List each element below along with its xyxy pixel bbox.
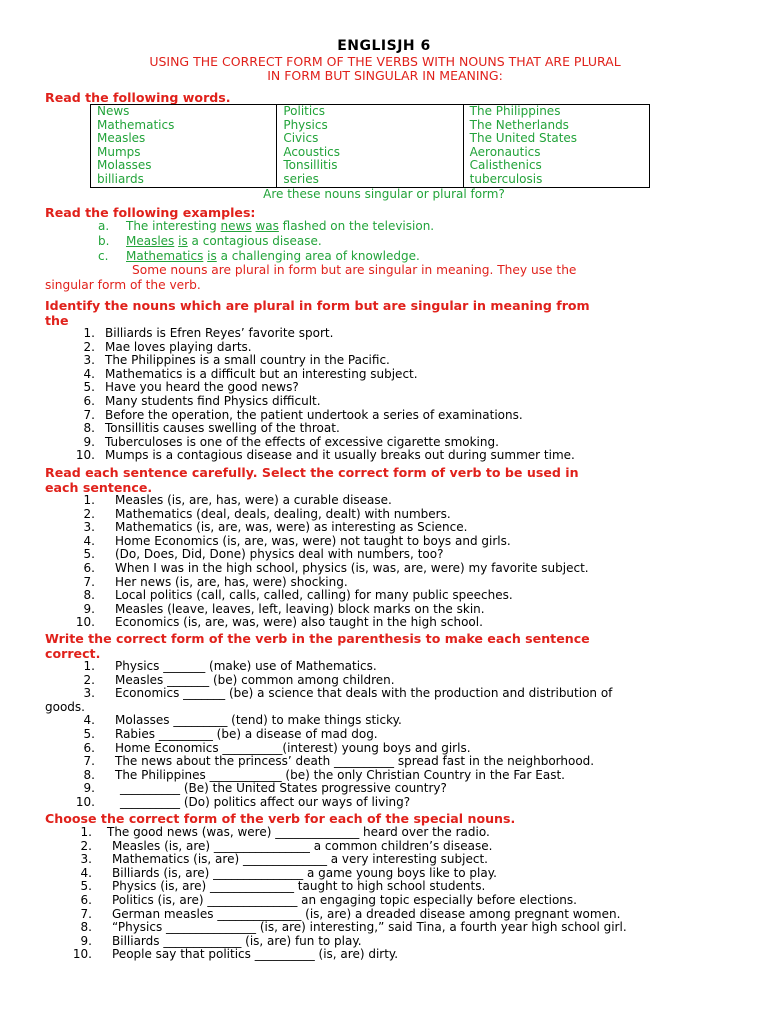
item-text: Measles (is, are) ________________ a common children’s disease. [112, 838, 493, 853]
example-c [98, 249, 420, 264]
example-a [98, 219, 434, 234]
choose-heading: Choose the correct form of the verb for each of the special nouns. [45, 811, 516, 826]
item-text: The news about the princess’ death __________ spread fast in the neighborhood. [115, 754, 595, 769]
rule-note [45, 263, 705, 293]
item-text: The Philippines ____________ (be) the only Christian Country in the Far East. [115, 767, 565, 782]
identify-heading [45, 298, 725, 328]
write-heading [45, 631, 725, 661]
heading-line: the [45, 313, 69, 328]
heading-line: Identify the nouns which are plural in form but are singular in meaning from [45, 298, 590, 313]
item-text: Mathematics (is, are, was, were) as interesting as Science. [115, 520, 468, 535]
item-text: Economics _______ (be) a science that deals with the production and distribution of [115, 686, 613, 701]
heading-line: each sentence. [45, 480, 153, 495]
heading-line: correct. [45, 646, 101, 661]
words-column [277, 105, 463, 188]
subtitle-line: USING THE CORRECT FORM OF THE VERBS WITH NOUNS THAT ARE PLURAL [149, 54, 621, 69]
word-cell: Acoustics [283, 144, 341, 159]
word-cell: Civics [283, 131, 319, 146]
item-text: Mumps is a contagious disease and it usually breaks out during summer time. [105, 448, 575, 463]
item-text: The good news (was, were) ______________ heard over the radio. [107, 825, 490, 839]
item-text: Economics (is, are, was, were) also taught in the high school. [115, 615, 483, 630]
item-text: Measles (is, are, has, were) a curable disease. [115, 493, 392, 507]
subtitle-line: IN FORM BUT SINGULAR IN MEANING: [267, 68, 503, 83]
word-cell: Tonsillitis [283, 158, 338, 173]
heading-line: Read each sentence carefully. Select the correct form of verb to be used in [45, 465, 579, 480]
item-text: Tuberculoses is one of the effects of excessive cigarette smoking. [105, 434, 499, 449]
item-text: Home Economics __________(interest) young boys and girls. [115, 740, 471, 755]
word-cell: Politics [283, 104, 326, 118]
word-cell: Mathematics [97, 117, 175, 132]
item-text: German measles ______________ (is, are) a dreaded disease among pregnant women. [112, 906, 621, 921]
item-text: Politics (is, are) _______________ an engaging topic especially before elections. [112, 892, 577, 907]
item-text: Before the operation, the patient undertook a series of examinations. [105, 407, 523, 422]
item-text: Mathematics (deal, deals, dealing, dealt) with numbers. [115, 506, 451, 521]
word-cell: The Philippines [469, 104, 561, 118]
item-text: People say that politics __________ (is, are) dirty. [112, 947, 399, 962]
example-label: c. [98, 249, 109, 263]
item-text: Measles _______ (be) common among children. [115, 672, 395, 687]
example-text: The interesting [126, 219, 221, 233]
words-column [463, 105, 649, 188]
word-cell: News [97, 104, 130, 118]
word-cell: The United States [469, 131, 578, 146]
item-text: Many students find Physics difficult. [105, 393, 321, 408]
word-cell: Molasses [97, 158, 152, 173]
example-label: b. [98, 234, 110, 248]
word-cell: Measles [97, 131, 146, 146]
item-text: Local politics (call, calls, called, calling) for many public speeches. [115, 588, 513, 603]
example-noun: Measles [126, 234, 175, 248]
item-text: Measles (leave, leaves, left, leaving) block marks on the skin. [115, 601, 485, 616]
item-text: (Do, Does, Did, Done) physics deal with numbers, too? [115, 547, 444, 562]
select-heading [45, 465, 725, 495]
note-line: singular form of the verb. [45, 278, 201, 292]
example-text: a contagious disease. [187, 234, 322, 248]
item-text: Molasses _________ (tend) to make things sticky. [115, 713, 402, 728]
read-words-heading: Read the following words. [45, 90, 231, 105]
item-text: Billiards is Efren Reyes’ favorite sport. [105, 326, 334, 340]
worksheet-page: ENGLISJH 6 USING THE CORRECT FORM OF THE VERBS WITH NOUNS THAT ARE PLURAL IN FORM BUT SINGULAR IN MEANING: Read the following words. News Mathematics Measles Mumps Molasses billiards Politics Physics Civics Acoustics Tonsillitis series The Philippines The Netherlands The United States Aeronautics Calisthenics tuberculosis Are these nouns singular or plural form? Read the following examples: a. The interesting news was flashed on the television. b. Measles is a contagious disease. c. Mathematics is a challenging area of knowledge. Some nouns are plural in form but are singular in meaning. They use the singular form of the verb. Identify the nouns which are plural in form but are singular in meaning from the 1. Billiards is Efren Reyes’ favorite sport. 2. Mae loves playing darts. 3. The Philippines is a small country in the Pacific. 4. Mathematics is a difficult but an interesting subject. 5. Have you heard the good news? 6. Many students find Physics difficult. 7. Before the operation, the patient undertook a series of examinations. 8. Tonsillitis causes swelling of the throat. 9. Tuberculoses is one of the effects of excessive cigarette smoking. 10. Mumps is a contagious disease and it usually breaks out during summer time. Read each sentence carefully. Select the correct form of verb to be used in each sentence. 1. Measles (is, are, has, were) a curable disease. 2. Mathematics (deal, deals, dealing, dealt) with numbers. 3. Mathematics (is, are, was, were) as interesting as Science. 4. Home Economics (is, are, was, were) not taught to boys and girls. 5. (Do, Does, Did, Done) physics deal with numbers, too? 6. When I was in the high school, physics (is, was, are, were) my favorite subject. 7. Her news (is, are, has, were) shocking. 8. Local politics (call, calls, called, calling) for many public speeches. 9. Measles (leave, leaves, left, leaving) block marks on the skin. 10. Economics (is, are, was, were) also taught in the high school. Write the correct form of the verb in the parenthesis to make each sentence correct. 1. Physics _______ (make) use of Mathematics. 2. Measles _______ (be) common among children. 3. Economics _______ (be) a science that deals with the production and distribution of goods. 4. Molasses _________ (tend) to make things sticky. 5. Rabies _________ (be) a disease of mad dog. 6. Home Economics __________(interest) young boys and girls. 7. The news about the princess’ death __________ spread fast in the neighborhood. 8. The Philippines ____________ (be) the only Christian Country in the Far East. 9. __________ (Be) the United States progressive country? 10. __________ (Do) politics affect our ways of living? Choose the correct form of the verb for each of the special nouns. 1. The good news (was, were) ______________ heard over the radio. 2. Measles (is, are) ________________ a common children’s disease. 3. Mathematics (is, are) ______________ a very interesting subject. 4. Billiards (is, are) _______________ a game young boys like to play. 5. Physics (is, are) ______________ taught to high school students. 6. Politics (is, are) _______________ an engaging topic especially before elections. 7. German measles ______________ (is, are) a dreaded disease among pregnant women. 8. “Physics _______________ (is, are) interesting,” said Tina, a fourth year high school girl. 9. Billiards _____________ (is, are) fun to play. 10. People say that politics __________ (is, are) dirty. [0, 0, 768, 1024]
word-cell: Aeronautics [469, 144, 541, 159]
heading-line: Write the correct form of the verb in the parenthesis to make each sentence [45, 631, 590, 646]
table-row [91, 105, 650, 188]
item-text: Home Economics (is, are, was, were) not taught to boys and girls. [115, 533, 511, 548]
item-text: Billiards (is, are) _______________ a game young boys like to play. [112, 865, 497, 880]
word-cell: billiards [97, 171, 144, 186]
item-text: Physics _______ (make) use of Mathematics. [115, 659, 377, 673]
example-b [98, 234, 322, 249]
word-cell: tuberculosis [469, 171, 543, 186]
item-text: Her news (is, are, has, were) shocking. [115, 574, 348, 589]
item-text: __________ (Do) politics affect our ways of living? [120, 794, 411, 809]
example-text: flashed on the television. [278, 219, 435, 233]
word-cell: Mumps [97, 144, 141, 159]
item-text: Mathematics is a difficult but an interesting subject. [105, 366, 418, 381]
word-cell: Calisthenics [469, 158, 542, 173]
item-text: goods. [45, 699, 85, 714]
page-title: ENGLISJH 6 [337, 38, 431, 54]
word-cell: The Netherlands [469, 117, 569, 132]
item-text: The Philippines is a small country in the Pacific. [105, 353, 390, 368]
example-label: a. [98, 219, 110, 233]
item-text: Mae loves playing darts. [105, 339, 252, 354]
word-cell: series [283, 171, 319, 186]
item-text: Billiards _____________ (is, are) fun to play. [112, 933, 362, 948]
item-text: Mathematics (is, are) ______________ a very interesting subject. [112, 852, 488, 867]
note-line: Some nouns are plural in form but are singular in meaning. They use the [132, 263, 577, 277]
item-text: Rabies _________ (be) a disease of mad dog. [115, 726, 378, 741]
subtitle [40, 55, 730, 83]
example-noun: news [220, 219, 252, 233]
item-text: __________ (Be) the United States progressive country? [120, 781, 447, 796]
examples-heading: Read the following examples: [45, 205, 256, 220]
item-text: When I was in the high school, physics (is, was, are, were) my favorite subject. [115, 560, 589, 575]
item-text: Have you heard the good news? [105, 380, 299, 395]
example-verb: was [255, 219, 279, 233]
word-cell: Physics [283, 117, 328, 132]
words-table [90, 104, 650, 188]
item-text: Tonsillitis causes swelling of the throat. [105, 421, 340, 436]
item-text: Physics (is, are) ______________ taught to high school students. [112, 879, 486, 894]
question-text: Are these nouns singular or plural form? [263, 187, 505, 201]
example-verb: is [207, 249, 217, 263]
example-text: a challenging area of knowledge. [216, 249, 420, 263]
item-text: “Physics _______________ (is, are) interesting,” said Tina, a fourth year high school girl. [112, 920, 627, 935]
example-noun: Mathematics [126, 249, 204, 263]
words-column [91, 105, 277, 188]
example-verb: is [178, 234, 188, 248]
